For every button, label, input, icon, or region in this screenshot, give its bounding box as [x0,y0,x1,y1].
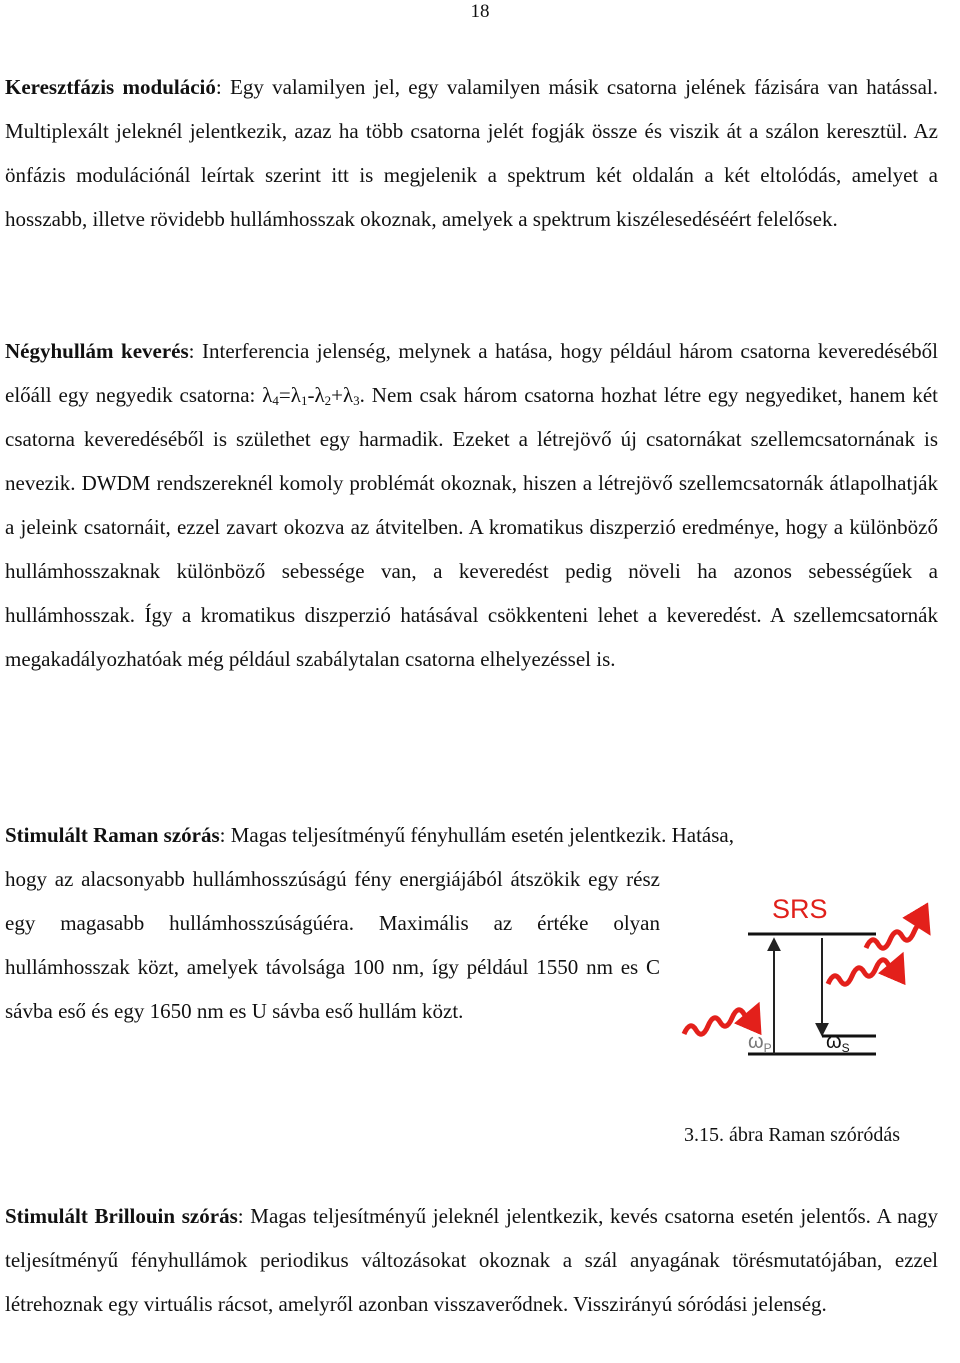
lambda-symbol: λ [262,383,273,407]
paragraph-text: : Egy valamilyen jel, egy valamilyen másik csatorna jelének fázisára van hatással. Multiplexált jeleknél jelentkezik, azaz ha több csatorna jelét fogják össze és viszik át a szálon keresztül. Az önfázis modulációnál leírtak szerint itt is megjelenik a spektrum két oldalán a két eltolódás, amelyet a hosszabb, illetve rövidebb hullámhosszak okoznak, amelyek a spektrum kiszélesedéséért felelősek. [5,75,938,231]
paragraph-cross-phase-modulation [5,65,938,241]
lambda-symbol: λ [314,383,325,407]
stokes-wave-icon-1 [828,960,900,984]
raman-figure [676,876,960,1096]
paragraph-raman-body: hogy az alacsonyabb hullámhosszúságú fény energiájából átszökik egy rész egy magasabb hullámhosszúságúéra. Maximális az értéke olyan hullámhosszak közt, amelyek távolsága 100 nm, így például 1550 nm es C sávba eső és egy 1650 nm es U sávba eső hullám közt. [5,867,660,1023]
paragraph-raman-first-line [5,813,938,857]
omega-p-label: $\omega_P$ [748,1031,772,1055]
srs-label: SRS [772,894,828,924]
paragraph-text: . Nem csak három csatorna hozhat létre egy negyediket, hanem két csatorna keveredéséből is születhet egy harmadik. Ezeket a létrejövő új csatornákat szellemcsatornának is nevezik. DWDM rendszereknél komoly problémát okoznak, hiszen a létrejövő szellemcsatornák átlapolhatják a jeleink csatornáit, ezzel zavart okozva az átvitelben. A kromatikus diszperzió eredménye, hogy a különböző hullámhosszaknak különböző sebessége van, a keveredést pedig növeli ha azonos sebességűek a hullámhosszak. Így a kromatikus diszperzió hatásával csökkenteni lehet a keveredést. A szellemcsatornák megakadályozhatóak még például szabálytalan csatorna elhelyezéssel is. [5,383,938,671]
subscript: 3 [353,393,360,408]
term-stimulated-brillouin: Stimulált Brillouin szórás [5,1204,238,1228]
paragraph-text: : Magas teljesítményű jeleknél jelentkezik, kevés csatorna esetén jelentős. A nagy teljesítményű fényhullámok periodikus változásokat okoznak a szál anyagának törésmutatójában, ezzel létrehoznak egy virtuális rácsot, amelyről azonban visszaverődnek. Visszirányú sóródási jelenség. [5,1204,938,1316]
figure-caption: 3.15. ábra Raman szóródás [684,1124,901,1146]
paragraph-text: : Interferencia jelenség, melynek a hatása, hogy például három csatorna keveredéséből előáll egy negyedik csatorna: [5,339,938,407]
operator: - [307,383,315,407]
subscript: 2 [324,393,332,408]
term-stimulated-raman: Stimulált Raman szórás [5,823,220,847]
lambda-symbol: λ [342,383,354,407]
srs-diagram [676,876,960,1096]
subscript: 4 [272,393,279,408]
paragraph-text: : Magas teljesítményű fényhullám esetén jelentkezik. Hatása, [219,823,734,847]
subscript: 1 [300,393,308,408]
term-cross-phase-modulation: Keresztfázis moduláció [5,75,216,99]
stokes-wave-icon-2 [866,924,926,948]
page-number: 18 [470,1,490,22]
term-four-wave-mixing: Négyhullám keverés [5,339,189,363]
paragraph-four-wave-mixing [5,329,938,681]
omega-s-label: $\omega_S$ [826,1031,850,1055]
operator: + [331,383,343,407]
operator: = [278,383,291,407]
pump-wave-icon [684,1010,756,1034]
formula [262,383,359,407]
lambda-symbol: λ [290,383,301,407]
paragraph-brillouin [5,1194,938,1326]
